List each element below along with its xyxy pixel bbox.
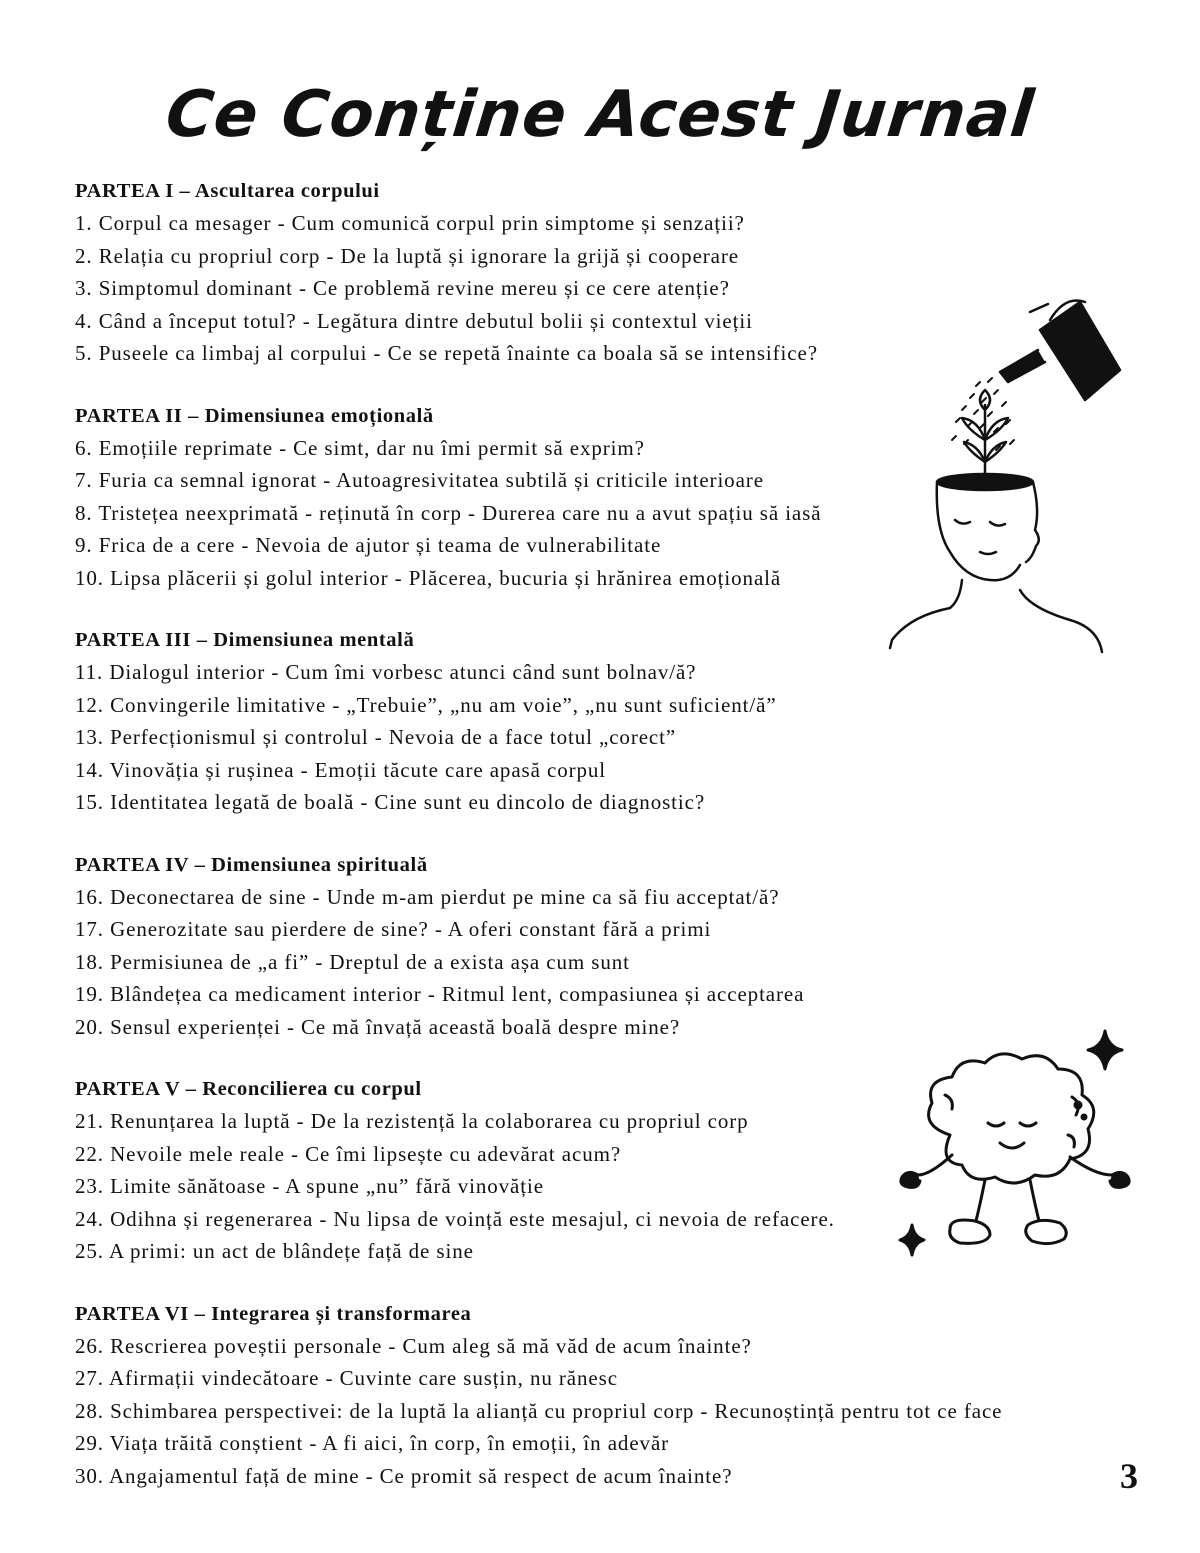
- list-item: 6. Emoțiile reprimate - Ce simt, dar nu îmi permit să exprim?: [75, 435, 645, 460]
- list-item: 17. Generozitate sau pierdere de sine? - A oferi constant fără a primi: [75, 917, 712, 941]
- list-item: 29. Viața trăită conștient - A fi aici, în corp, în emoții, în adevăr: [75, 1431, 670, 1455]
- list-item: 14. Vinovăția și rușinea - Emoții tăcute care apasă corpul: [75, 757, 607, 782]
- list-item: 1. Corpul ca mesager - Cum comunică corpul prin simptome și senzații?: [75, 211, 745, 235]
- list-item: 13. Perfecționismul și controlul - Nevoia de a face totul „corect”: [75, 725, 677, 749]
- section-heading: PARTEA IV – Dimensiunea spirituală: [75, 853, 428, 876]
- section-heading: PARTEA V – Reconcilierea cu corpul: [75, 1078, 422, 1100]
- list-item: 23. Limite sănătoase - A spune „nu” fără vinovăție: [75, 1174, 544, 1198]
- list-item: 3. Simptomul dominant - Ce problemă revine mereu și ce cere atenție?: [75, 276, 730, 300]
- page-number: 3: [1120, 1456, 1138, 1496]
- list-item: 5. Puseele ca limbaj al corpului - Ce se repetă înainte ca boala să se intensifice?: [75, 341, 818, 365]
- list-item: 27. Afirmații vindecătoare - Cuvinte care susțin, nu rănesc: [75, 1366, 618, 1390]
- list-item: 11. Dialogul interior - Cum îmi vorbesc atunci când sunt bolnav/ă?: [75, 660, 697, 684]
- list-item: 9. Frica de a cere - Nevoia de ajutor și teama de vulnerabilitate: [75, 533, 662, 557]
- list-item: 20. Sensul experienței - Ce mă învață această boală despre mine?: [75, 1014, 681, 1039]
- sparkle-icon: [900, 1225, 924, 1255]
- list-item: 7. Furia ca semnal ignorat - Autoagresivitatea subtilă și criticile interioare: [75, 468, 764, 492]
- watering-can-icon: [1000, 300, 1120, 400]
- section-heading: PARTEA III – Dimensiunea mentală: [75, 629, 415, 651]
- list-item: 4. Când a început totul? - Legătura dintre debutul bolii și contextul vieții: [75, 308, 753, 333]
- list-item: 12. Convingerile limitative - „Trebuie”, „nu am voie”, „nu sunt suficient/ă”: [75, 692, 777, 717]
- list-item: 8. Tristețea neexprimată - reținută în corp - Durerea care nu a avut spațiu să iasă: [75, 500, 822, 525]
- sprout-icon: [962, 390, 1008, 480]
- list-item: 26. Rescrierea poveștii personale - Cum aleg să mă văd de acum înainte?: [75, 1333, 752, 1358]
- list-item: 15. Identitatea legată de boală - Cine sunt eu dincolo de diagnostic?: [75, 790, 706, 814]
- list-item: 19. Blândețea ca medicament interior - Ritmul lent, compasiunea și acceptarea: [75, 982, 805, 1006]
- list-item: 25. A primi: un act de blândețe față de sine: [75, 1239, 474, 1263]
- list-item: 28. Schimbarea perspectivei: de la luptă la alianță cu propriul corp - Recunoștință pentru tot ce face: [75, 1398, 1003, 1423]
- list-item: 2. Relația cu propriul corp - De la luptă și ignorare la grijă și cooperare: [75, 243, 740, 268]
- section-part-4: [75, 849, 1175, 1044]
- list-item: 30. Angajamentul față de mine - Ce promit să respect de acum înainte?: [75, 1463, 733, 1488]
- list-item: 21. Renunțarea la luptă - De la rezistență la colaborarea cu propriul corp: [75, 1109, 749, 1133]
- section-heading: PARTEA I – Ascultarea corpului: [75, 180, 380, 202]
- smiling-brain-character-illustration: [890, 1025, 1150, 1265]
- list-item: 10. Lipsa plăcerii și golul interior - Plăcerea, bucuria și hrănirea emoțională: [75, 565, 782, 590]
- list-item: 22. Nevoile mele reale - Ce îmi lipsește cu adevărat acum?: [75, 1141, 622, 1166]
- sparkle-icon: [1088, 1031, 1122, 1069]
- list-item: 18. Permisiunea de „a fi” - Dreptul de a exista așa cum sunt: [75, 949, 630, 974]
- watering-can-head-illustration: [880, 290, 1140, 670]
- page-title: Ce Conține Acest Jurnal: [162, 78, 1038, 152]
- list-item: 16. Deconectarea de sine - Unde m-am pierdut pe mine ca să fiu acceptat/ă?: [75, 884, 780, 909]
- section-part-6: [75, 1298, 1175, 1493]
- section-heading: PARTEA II – Dimensiunea emoțională: [75, 404, 434, 427]
- list-item: 24. Odihna și regenerarea - Nu lipsa de voință este mesajul, ci nevoia de refacere.: [75, 1206, 835, 1231]
- section-heading: PARTEA VI – Integrarea și transformarea: [75, 1302, 472, 1325]
